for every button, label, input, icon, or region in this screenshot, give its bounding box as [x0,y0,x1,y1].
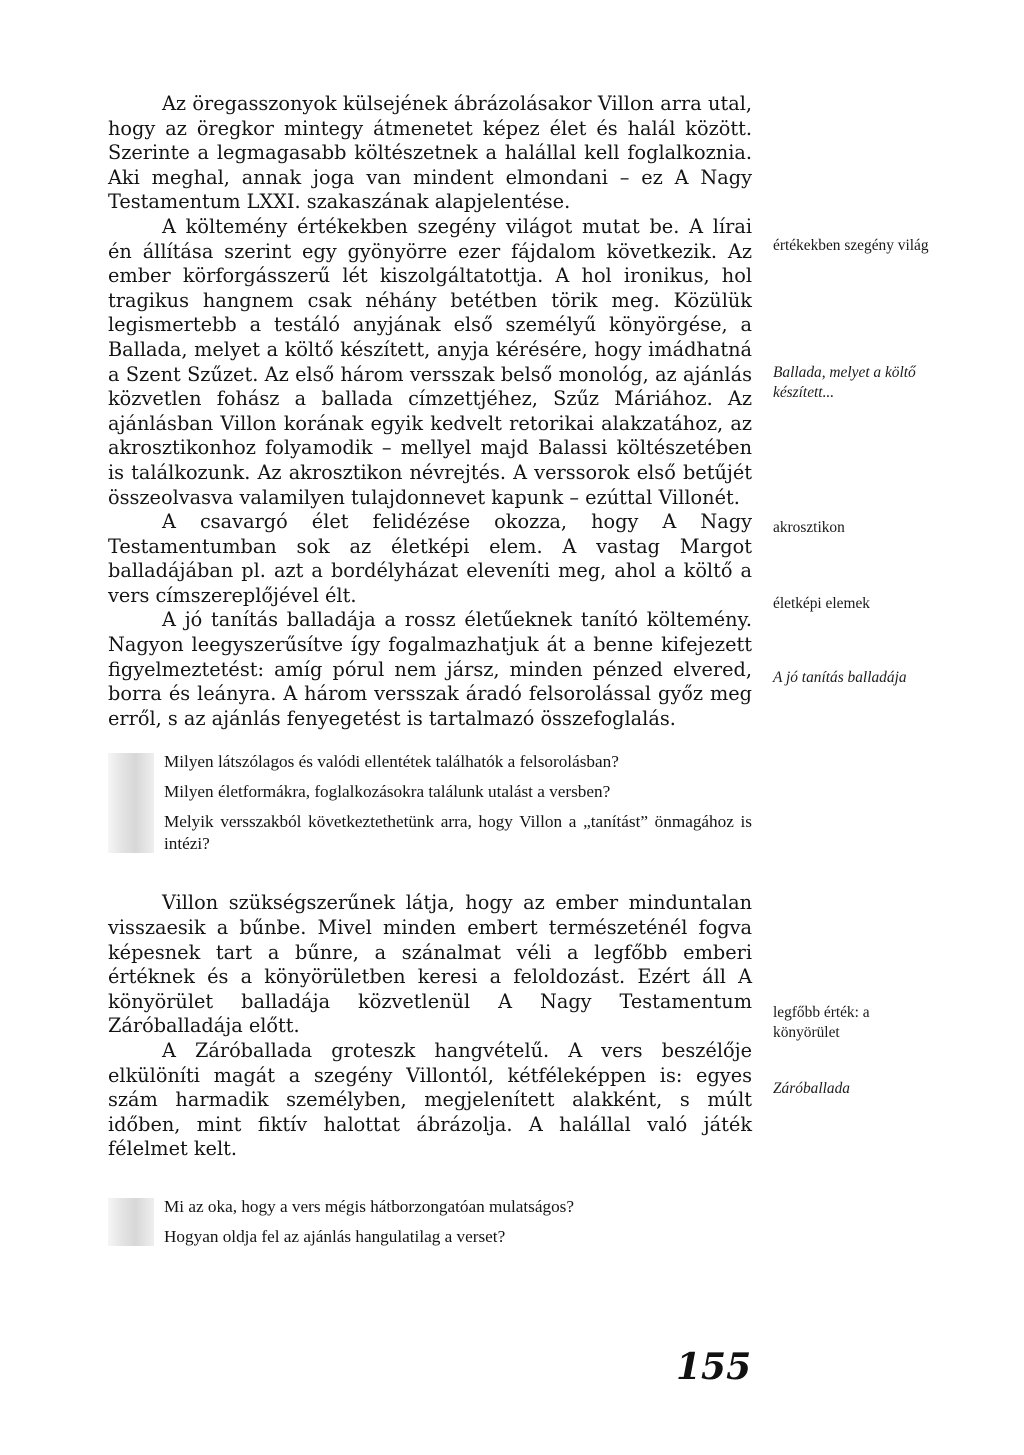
paragraph: Az öregasszonyok külsejének ábrázolásakor Villon arra utal, hogy az öregkor mintegy átmenetet képez élet és halál között. Szerinte a legmagasabb költészetnek a halállal kell foglalkoznia. Aki meghal, annak joga van mindent elmondani – ez A Nagy Testamentum LXXI. szakaszának alapjelentése. [108,92,752,214]
paragraph: Villon szükségszerűnek látja, hogy az ember minduntalan visszaesik a bűnbe. Mivel minden embert természeténél fogva képesnek tart a bűnre, a szánalmat véli a legfőbb emberi értéknek és a könyörületben keresi a feloldozást. Ezért áll A könyörület balladája közvetlenül A Nagy Testamentum Záróballadája előtt. [108,891,752,1038]
paragraph: A jó tanítás balladája a rossz életűeknek tanító költemény. Nagyon leegyszerűsítve így fogalmazhatjuk át a benne kifejezett figyelmeztetést: amíg pórul nem jársz, minden pénzed elvered, borra és leányra. A három versszak áradó felsorolással győz meg erről, s az ajánlás fenyegetést is tartalmazó összefoglalás. [108,608,752,730]
margin-note: értékekben szegény világ [773,237,929,254]
question-marker-bar [108,753,154,853]
question: Milyen látszólagos és valódi ellentétek találhatók a felsorolásban? [164,752,619,772]
paragraph: A Záróballada groteszk hangvételű. A vers beszélője elkülöníti magát a szegény Villontól, kétféleképpen is: egyes szám harmadik személyben, megjelenített alakként, s múlt időben, mint fiktív halottat ábrázolja. A halállal való játék félelmet kelt. [108,1039,752,1161]
question-block [108,1196,752,1248]
margin-note: Záróballada [773,1080,850,1097]
page-number: 155 [676,1346,752,1388]
question: Hogyan oldja fel az ajánlás hangulatilag a verset? [164,1226,506,1246]
question-block [108,751,752,855]
margin-note: legfőbb érték: a könyörület [773,1004,870,1041]
main-text-column [108,92,752,1284]
question: Melyik versszakból következtethetünk arra, hogy Villon a „tanítást” önmagához is intézi? [164,812,752,854]
margin-note: A jó tanítás balladája [773,669,907,686]
paragraph: A csavargó élet felidézése okozza, hogy A Nagy Testamentumban sok az életképi elem. A vastag Margot balladájában pl. azt a bordélyházat eleveníti meg, ahol a költő a vers címszereplőjével élt. [108,510,752,607]
question: Milyen életformákra, foglalkozásokra találunk utalást a versben? [164,782,611,802]
margin-note: életképi elemek [773,595,870,612]
question: Mi az oka, hogy a vers mégis hátborzongatóan mulatságos? [164,1196,574,1216]
question-marker-bar [108,1198,154,1246]
margin-note: Ballada, melyet a költő készített... [773,364,916,401]
paragraph: A költemény értékekben szegény világot mutat be. A lírai én állítása szerint egy gyönyörre ezer fájdalom következik. Az ember körforgásszerű lét kiszolgáltatottja. A hol ironikus, hol tragikus hangnem csak néhány betétben törik meg. Közülük legismertebb a testáló anyjának első személyű könyörgése, a Ballada, melyet a költő készített, anyja kérésére, hogy imádhatná a Szent Szűzet. Az első három versszak belső monológ, az ajánlás közvetlen fohász a ballada címzettjéhez, Szűz Máriához. Az ajánlásban Villon korának egyik kedvelt retorikai alakzatához, az akrosztikonhoz folyamodik – mellyel majd Balassi költészetében is találkozunk. Az akrosztikon névrejtés. A verssorok első betűjét összeolvasva valamilyen tulajdonnevet kapunk – ezúttal Villonét. [108,214,752,509]
margin-note: akrosztikon [773,519,845,536]
